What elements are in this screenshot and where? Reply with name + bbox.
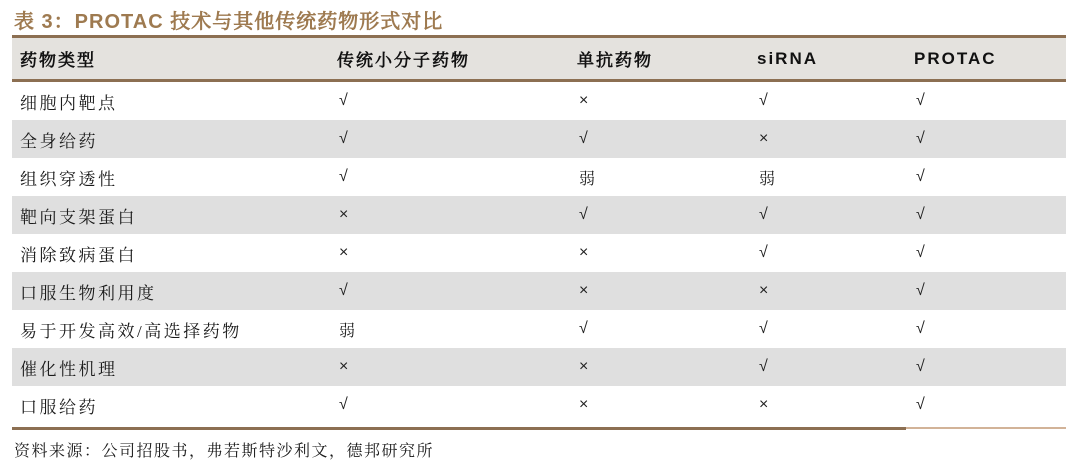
table-row	[12, 386, 1066, 424]
cell-value: ×	[579, 282, 589, 299]
cell-value: √	[579, 130, 588, 147]
cell-value: ×	[339, 206, 349, 223]
bottom-rule-thick-segment	[12, 427, 906, 430]
cell-value: √	[916, 282, 925, 299]
column-header: siRNA	[757, 48, 819, 68]
cell-value: ×	[759, 396, 769, 413]
cell-value: √	[339, 130, 348, 147]
cell-value: √	[916, 320, 925, 337]
row-label: 全身给药	[20, 131, 98, 151]
comparison-table	[12, 35, 1066, 424]
row-label: 口服生物利用度	[20, 283, 157, 303]
cell-value: √	[339, 92, 348, 109]
column-header: PROTAC	[914, 48, 997, 68]
cell-value: √	[339, 396, 348, 413]
row-label: 催化性机理	[20, 359, 118, 379]
table-row	[12, 196, 1066, 234]
cell-value: √	[759, 206, 768, 223]
table-row	[12, 158, 1066, 196]
column-header: 传统小分子药物	[337, 51, 470, 70]
row-label: 消除致病蛋白	[20, 245, 137, 265]
cell-value: √	[916, 206, 925, 223]
cell-value: ×	[759, 130, 769, 147]
table-row	[12, 348, 1066, 386]
cell-value: 弱	[579, 170, 596, 188]
cell-value: ×	[579, 396, 589, 413]
table-row	[12, 120, 1066, 158]
cell-value: √	[916, 396, 925, 413]
column-header: 单抗药物	[577, 51, 653, 70]
table-row	[12, 310, 1066, 348]
table-header-row	[12, 38, 1066, 82]
bottom-rule-thin-segment	[906, 427, 1066, 429]
cell-value: √	[339, 168, 348, 185]
cell-value: √	[759, 244, 768, 261]
table-body	[12, 82, 1066, 424]
cell-value: √	[579, 206, 588, 223]
cell-value: 弱	[339, 322, 356, 340]
row-label: 易于开发高效/高选择药物	[20, 321, 242, 341]
table-row	[12, 234, 1066, 272]
table-title: 表 3：PROTAC 技术与其他传统药物形式对比	[14, 11, 444, 33]
cell-value: ×	[579, 358, 589, 375]
table-bottom-rule	[12, 427, 1066, 430]
row-label: 组织穿透性	[20, 169, 118, 189]
cell-value: √	[759, 320, 768, 337]
row-label: 口服给药	[20, 397, 98, 417]
cell-value: √	[916, 244, 925, 261]
row-label: 靶向支架蛋白	[20, 207, 137, 227]
row-label: 细胞内靶点	[20, 93, 118, 113]
cell-value: √	[339, 282, 348, 299]
cell-value: √	[916, 358, 925, 375]
cell-value: √	[916, 92, 925, 109]
cell-value: ×	[339, 244, 349, 261]
cell-value: √	[759, 92, 768, 109]
table-row	[12, 272, 1066, 310]
cell-value: ×	[579, 244, 589, 261]
cell-value: √	[759, 358, 768, 375]
cell-value: √	[916, 130, 925, 147]
table-row	[12, 82, 1066, 120]
cell-value: √	[916, 168, 925, 185]
column-header: 药物类型	[20, 51, 96, 70]
cell-value: ×	[579, 92, 589, 109]
cell-value: ×	[759, 282, 769, 299]
cell-value: ×	[339, 358, 349, 375]
cell-value: 弱	[759, 170, 776, 188]
source-note: 资料来源：公司招股书，弗若斯特沙利文，德邦研究所	[14, 443, 435, 460]
cell-value: √	[579, 320, 588, 337]
